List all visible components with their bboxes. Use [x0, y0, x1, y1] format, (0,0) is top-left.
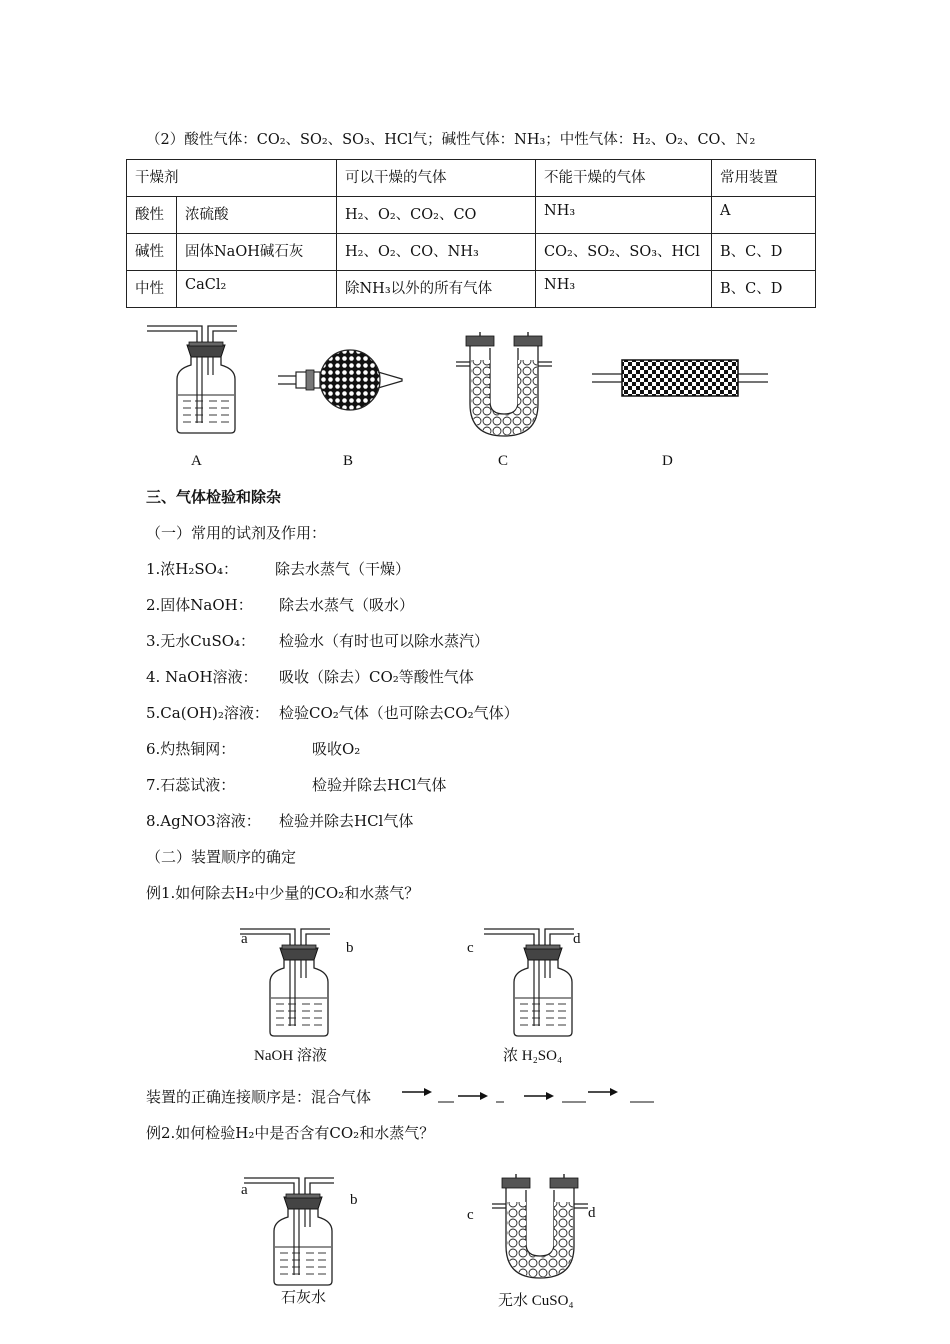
reagent-name: 6.灼热铜网：: [146, 740, 236, 758]
section-title: 三、气体检验和除杂: [146, 488, 282, 506]
reagent-name: 5.Ca(OH)₂溶液：: [146, 704, 269, 722]
apparatus-label-d: D: [662, 453, 673, 469]
apparatus-a-washbottle-figure: [175, 325, 275, 435]
reagent-name: 3.无水CuSO₄：: [146, 632, 256, 650]
cell-type: 酸性: [127, 197, 177, 234]
reagent-use: 检验并除去HCl气体: [312, 776, 447, 794]
example1-bottle2-figure: [512, 928, 612, 1038]
subsection-reagents-title: （一）常用的试剂及作用：: [146, 524, 327, 542]
cell-type: 中性: [127, 271, 177, 308]
cell-can: H₂、O₂、CO₂、CO: [337, 197, 536, 234]
example1-bottle2-label: 浓 H₂SO₄: [503, 1048, 563, 1064]
connection-sequence-arrows: [400, 1082, 660, 1106]
table-row: [127, 197, 816, 234]
example2-question: 例2.如何检验H₂中是否含有CO₂和水蒸气？: [146, 1124, 435, 1142]
cell-agent: CaCl₂: [177, 271, 337, 308]
intro-line: （2）酸性气体：CO₂、SO₂、SO₃、HCl气；碱性气体：NH₃；中性气体：H₂、O₂、CO、Ｎ₂: [146, 132, 756, 148]
reagent-use: 吸收（除去）CO₂等酸性气体: [279, 668, 474, 686]
reagent-name: 2.固体NaOH：: [146, 596, 253, 614]
cell-cannot: NH₃: [536, 197, 712, 234]
reagent-name: 8.AgNO3溶液：: [146, 812, 261, 830]
example2-bottle2-label: 无水 CuSO₄: [498, 1293, 574, 1309]
example1-question: 例1.如何除去H₂中少量的CO₂和水蒸气？: [146, 884, 420, 902]
cell-can: H₂、O₂、CO、NH₃: [337, 234, 536, 271]
reagent-use: 除去水蒸气（吸水）: [279, 596, 415, 614]
example2-bottle1-label: 石灰水: [281, 1290, 327, 1306]
cell-cannot: CO₂、SO₂、SO₃、HCl: [536, 234, 712, 271]
desiccant-table: [126, 159, 816, 308]
port-label-a: a: [241, 931, 248, 947]
subsection-order-title: （二）装置顺序的确定: [146, 848, 297, 866]
port-label-d: d: [588, 1205, 596, 1221]
cell-type: 碱性: [127, 234, 177, 271]
reagent-use: 检验CO₂气体（也可除去CO₂气体）: [279, 704, 519, 722]
cell-device: B、C、D: [712, 271, 816, 308]
apparatus-d-drying-tube-figure: [592, 358, 772, 398]
cell-agent: 浓硫酸: [177, 197, 337, 234]
reagent-use: 除去水蒸气（干燥）: [275, 560, 411, 578]
apparatus-label-c: C: [498, 453, 509, 469]
cell-can: 除NH₃以外的所有气体: [337, 271, 536, 308]
apparatus-label-b: B: [343, 453, 354, 469]
cell-cannot: NH₃: [536, 271, 712, 308]
port-label-c: c: [467, 940, 474, 956]
apparatus-c-utube-figure: [462, 336, 562, 446]
reagent-name: 1.浓H₂SO₄：: [146, 560, 238, 578]
table-row: [127, 271, 816, 308]
reagent-name: 4. NaOH溶液：: [146, 668, 258, 686]
port-label-c: c: [467, 1207, 474, 1223]
port-label-d: d: [573, 931, 581, 947]
table-row: [127, 234, 816, 271]
reagent-use: 检验水（有时也可以除水蒸汽）: [279, 632, 490, 650]
table-header-row: [127, 160, 816, 197]
cell-device: A: [712, 197, 816, 234]
cell-device: B、C、D: [712, 234, 816, 271]
example2-utube-figure: [498, 1178, 598, 1288]
cell-agent: 固体NaOH碱石灰: [177, 234, 337, 271]
reagent-use: 吸收O₂: [312, 740, 361, 758]
port-label-b: b: [346, 940, 354, 956]
connection-sequence-text: 装置的正确连接顺序是：混合气体: [146, 1088, 372, 1106]
apparatus-label-a: A: [191, 453, 202, 469]
header-cell: 干燥剂: [127, 160, 337, 197]
port-label-a: a: [241, 1182, 248, 1198]
header-cell: 可以干燥的气体: [337, 160, 536, 197]
apparatus-b-drying-bulb-figure: [278, 348, 408, 418]
example1-bottle1-label: NaOH 溶液: [254, 1048, 327, 1064]
header-cell: 常用装置: [712, 160, 816, 197]
header-cell: 不能干燥的气体: [536, 160, 712, 197]
reagent-use: 检验并除去HCl气体: [279, 812, 414, 830]
port-label-b: b: [350, 1192, 358, 1208]
reagent-name: 7.石蕊试液：: [146, 776, 236, 794]
